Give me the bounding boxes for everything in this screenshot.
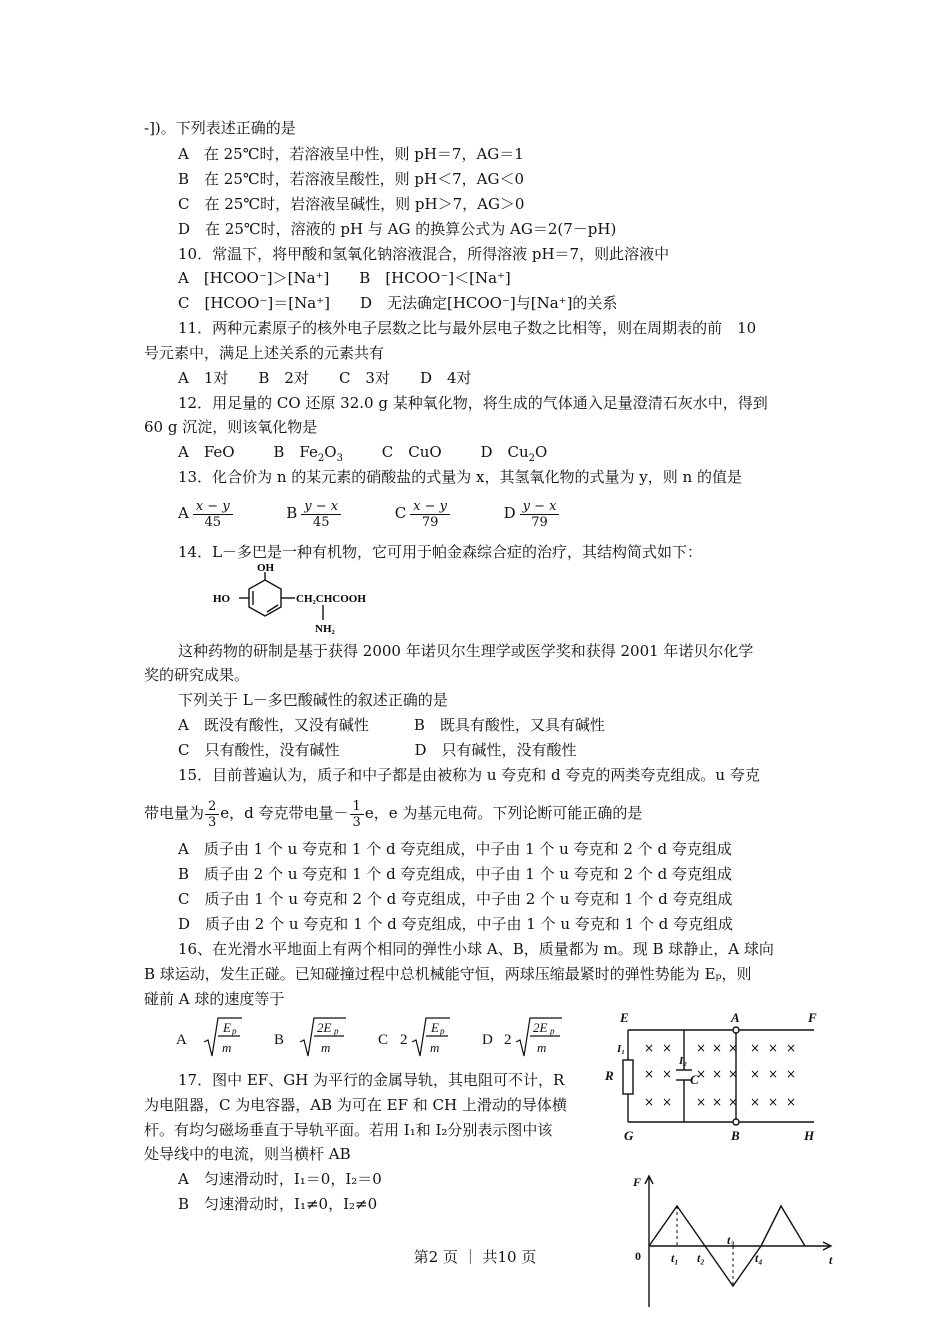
graph-tick-t2: t₂ (697, 1251, 705, 1265)
q11-stem-cont: 号元素中，满足上述关系的元素共有 (144, 344, 385, 362)
graph-axis-t-label: t (829, 1253, 833, 1267)
q15-option-d: D 质子由 2 个 u 夸克和 1 个 d 夸克组成，中子由 1 个 u 夸克和 1 个 d 夸克组成 (178, 915, 734, 933)
q15-stem-cont: 带电量为 $\frac{2}{3}$ e，d 夸克带电量－ $\frac{1}{3}$ e，e 为基元电荷。下列论断可能正确的是 (144, 798, 643, 830)
q17-option-b: B 匀速滑动时，I₁≠0，I₂≠0 (178, 1195, 378, 1213)
q15-stem: 15．目前普遍认为，质子和中子都是由被称为 u 夸克和 d 夸克的两类夸克组成。u 夸克 (178, 766, 760, 784)
q14-stem: 14．L－多巴是一种有机物，它可用于帕金森综合症的治疗，其结构简式如下： (178, 543, 703, 561)
rail-label-g: G (624, 1128, 634, 1143)
rail-circuit-diagram (600, 1008, 830, 1148)
q11-stem: 11．两种元素原子的核外电子层数之比与最外层电子数之比相等，则在周期表的前 10 (178, 319, 757, 337)
magnetic-field-cross: × (768, 1095, 779, 1109)
current-label-i1: I₁ (617, 1043, 626, 1055)
q16-option-d-coef: 2 (504, 1032, 512, 1048)
q14-paragraph: 这种药物的研制是基于获得 2000 年诺贝尔生理学或医学奖和获得 2001 年诺贝尔化学 (178, 642, 754, 660)
q16-stem-cont2: 碰前 A 球的速度等于 (144, 990, 285, 1008)
q16-c-num: E (431, 1020, 439, 1035)
q12-option-a: A FeO (178, 443, 235, 461)
q10-options-row2: C [HCOO⁻]＝[Na⁺] D 无法确定[HCOO⁻]与[Na⁺]的关系 (178, 294, 618, 312)
q15-fraction-two-thirds: $\frac{2}{3}$ (205, 799, 219, 830)
q15-fraction-one-third: $\frac{1}{3}$ (350, 799, 364, 830)
magnetic-field-cross: × (786, 1067, 797, 1081)
q14-options-row2: C 只有酸性，没有碱性 D 只有碱性，没有酸性 (178, 741, 577, 759)
q17-stem-cont3: 处导线中的电流，则当横杆 AB (144, 1145, 351, 1163)
q11-options: A 1对 B 2对 C 3对 D 4对 (178, 369, 472, 387)
q17-stem-cont: 为电阻器，C 为电容器，AB 为可在 EF 和 CH 上滑动的导体横 (144, 1096, 567, 1114)
graph-axis-f-label: F (633, 1175, 642, 1189)
rail-label-b: B (731, 1128, 740, 1143)
magnetic-field-cross: × (728, 1067, 739, 1081)
page-footer: 第2 页 ｜ 共10 页 (413, 1248, 537, 1266)
q16-stem-cont: B 球运动，发生正碰。已知碰撞过程中总机械能守恒，两球压缩最紧时的弹性势能为 Eₚ，则 (144, 965, 752, 983)
q16-option-a-label: A (176, 1032, 187, 1048)
q16-b-num: 2E (317, 1020, 332, 1035)
q12-stem: 12．用足量的 CO 还原 32.0 g 某种氧化物，将生成的气体通入足量澄清石灰水中，得到 (178, 394, 768, 412)
q10-options-row1: A [HCOO⁻]＞[Na⁺] B [HCOO⁻]＜[Na⁺] (178, 269, 511, 287)
q16-c-den: m (430, 1040, 440, 1055)
magnetic-field-cross: × (696, 1095, 707, 1109)
magnetic-field-cross: × (712, 1095, 723, 1109)
q12-stem-cont: 60 g 沉淀，则该氧化物是 (144, 418, 318, 436)
q12-option-d: D $Cu_2O$ (480, 443, 548, 464)
struct-nh2-label: NH₂ (315, 623, 335, 635)
magnetic-field-cross: × (786, 1095, 797, 1109)
magnetic-field-cross: × (662, 1095, 673, 1109)
intro-tail: -])。下列表述正确的是 (144, 119, 296, 137)
graph-tick-t3: t₃ (727, 1233, 735, 1247)
magnetic-field-cross: × (768, 1067, 779, 1081)
magnetic-field-cross: × (750, 1041, 761, 1055)
graph-tick-t1: t₁ (671, 1251, 679, 1265)
rail-label-f: F (808, 1010, 817, 1025)
svg-text:p: p (232, 1026, 237, 1036)
struct-ho-label: HO (213, 593, 231, 605)
q14-ask: 下列关于 L－多巴酸碱性的叙述正确的是 (178, 691, 448, 709)
magnetic-field-cross: × (768, 1041, 779, 1055)
magnetic-field-cross: × (696, 1041, 707, 1055)
magnetic-field-cross: × (712, 1041, 723, 1055)
rail-label-a: A (731, 1010, 740, 1025)
graph-origin-label: 0 (635, 1249, 641, 1263)
q14-options-row1: A 既没有酸性，又没有碱性 B 既具有酸性，又具有碱性 (178, 716, 605, 734)
q17-stem: 17．图中 EF、GH 为平行的金属导轨，其电阻可不计，R (178, 1071, 565, 1089)
l-dopa-structure (205, 560, 390, 642)
q13-option-b-fraction: $\frac{y - x}{45}$ (301, 499, 341, 530)
q13-option-a-fraction: $\frac{x - y}{45}$ (193, 499, 233, 530)
q15-option-c: C 质子由 1 个 u 夸克和 2 个 d 夸克组成，中子由 2 个 u 夸克和 1 个 d 夸克组成 (178, 890, 733, 908)
q16-d-num: 2E (533, 1020, 548, 1035)
magnetic-field-cross: × (786, 1041, 797, 1055)
q17-option-a: A 匀速滑动时，I₁＝0，I₂＝0 (178, 1170, 382, 1188)
magnetic-field-cross: × (662, 1041, 673, 1055)
q12-option-c: C CuO (381, 443, 442, 461)
force-time-graph (625, 1172, 840, 1312)
magnetic-field-cross: × (750, 1095, 761, 1109)
magnetic-field-cross: × (750, 1067, 761, 1081)
magnetic-field-cross: × (644, 1095, 655, 1109)
q16-option-d-label: D (482, 1032, 493, 1048)
q13-options: A $\frac{x - y}{45}$ B $\frac{y - x}{45}$ C $\frac{x - y}{79}$ D $\frac{y - x}{79}$ (178, 496, 563, 530)
magnetic-field-cross: × (712, 1067, 723, 1081)
q16-a-den: m (222, 1040, 232, 1055)
q16-b-den: m (321, 1040, 331, 1055)
q12-options (178, 442, 547, 469)
q10-stem: 10．常温下，将甲酸和氢氧化钠溶液混合，所得溶液 pH＝7，则此溶液中 (178, 245, 670, 263)
capacitor-label-c: C (690, 1072, 699, 1087)
resistor-label-r: R (605, 1068, 614, 1083)
magnetic-field-cross: × (662, 1067, 673, 1081)
q12-option-b: B $Fe_2O_3$ (273, 443, 343, 464)
q9-option-c: C 在 25℃时，岩溶液呈碱性，则 pH＞7，AG＞0 (178, 195, 525, 213)
q16-option-b-label: B (274, 1032, 285, 1048)
graph-tick-t4: t₄ (755, 1251, 763, 1265)
q15-option-b: B 质子由 2 个 u 夸克和 1 个 d 夸克组成，中子由 1 个 u 夸克和 2 个 d 夸克组成 (178, 865, 733, 883)
svg-text:p: p (550, 1026, 555, 1036)
magnetic-field-cross: × (728, 1041, 739, 1055)
q16-stem: 16、在光滑水平地面上有两个相同的弹性小球 A、B，质量都为 m。现 B 球静止，A 球向 (178, 940, 774, 958)
q9-option-a: A 在 25℃时，若溶液呈中性，则 pH＝7，AG＝1 (178, 145, 524, 163)
magnetic-field-cross: × (644, 1041, 655, 1055)
q13-option-d-fraction: $\frac{y - x}{79}$ (520, 499, 560, 530)
magnetic-field-cross: × (728, 1095, 739, 1109)
q17-stem-cont2: 杆。有均匀磁场垂直于导轨平面。若用 I₁和 I₂分别表示图中该 (144, 1121, 553, 1139)
struct-chain-label: CH₂CHCOOH (296, 593, 366, 605)
q13-option-c-fraction: $\frac{x - y}{79}$ (410, 499, 450, 530)
q16-option-c-label: C (378, 1032, 389, 1048)
q16-a-num: E (223, 1020, 231, 1035)
struct-oh-label: OH (257, 562, 275, 574)
magnetic-field-cross: × (696, 1067, 707, 1081)
svg-text:p: p (334, 1026, 339, 1036)
magnetic-field-cross: × (644, 1067, 655, 1081)
current-label-i2: I₂ (679, 1055, 688, 1067)
q15-option-a: A 质子由 1 个 u 夸克和 1 个 d 夸克组成，中子由 1 个 u 夸克和 2 个 d 夸克组成 (178, 840, 732, 858)
rail-label-h: H (804, 1128, 815, 1143)
q9-option-b: B 在 25℃时，若溶液呈酸性，则 pH＜7，AG＜0 (178, 170, 525, 188)
rail-label-e: E (620, 1010, 629, 1025)
q16-options (170, 1012, 610, 1062)
svg-text:p: p (440, 1026, 445, 1036)
q13-stem: 13．化合价为 n 的某元素的硝酸盐的式量为 x，其氢氧化物的式量为 y，则 n 的值是 (178, 468, 742, 486)
q16-option-c-coef: 2 (400, 1032, 408, 1048)
q9-option-d: D 在 25℃时，溶液的 pH 与 AG 的换算公式为 AG＝2(7－pH) (178, 220, 617, 238)
q14-paragraph-cont: 奖的研究成果。 (144, 666, 250, 684)
q16-d-den: m (537, 1040, 547, 1055)
